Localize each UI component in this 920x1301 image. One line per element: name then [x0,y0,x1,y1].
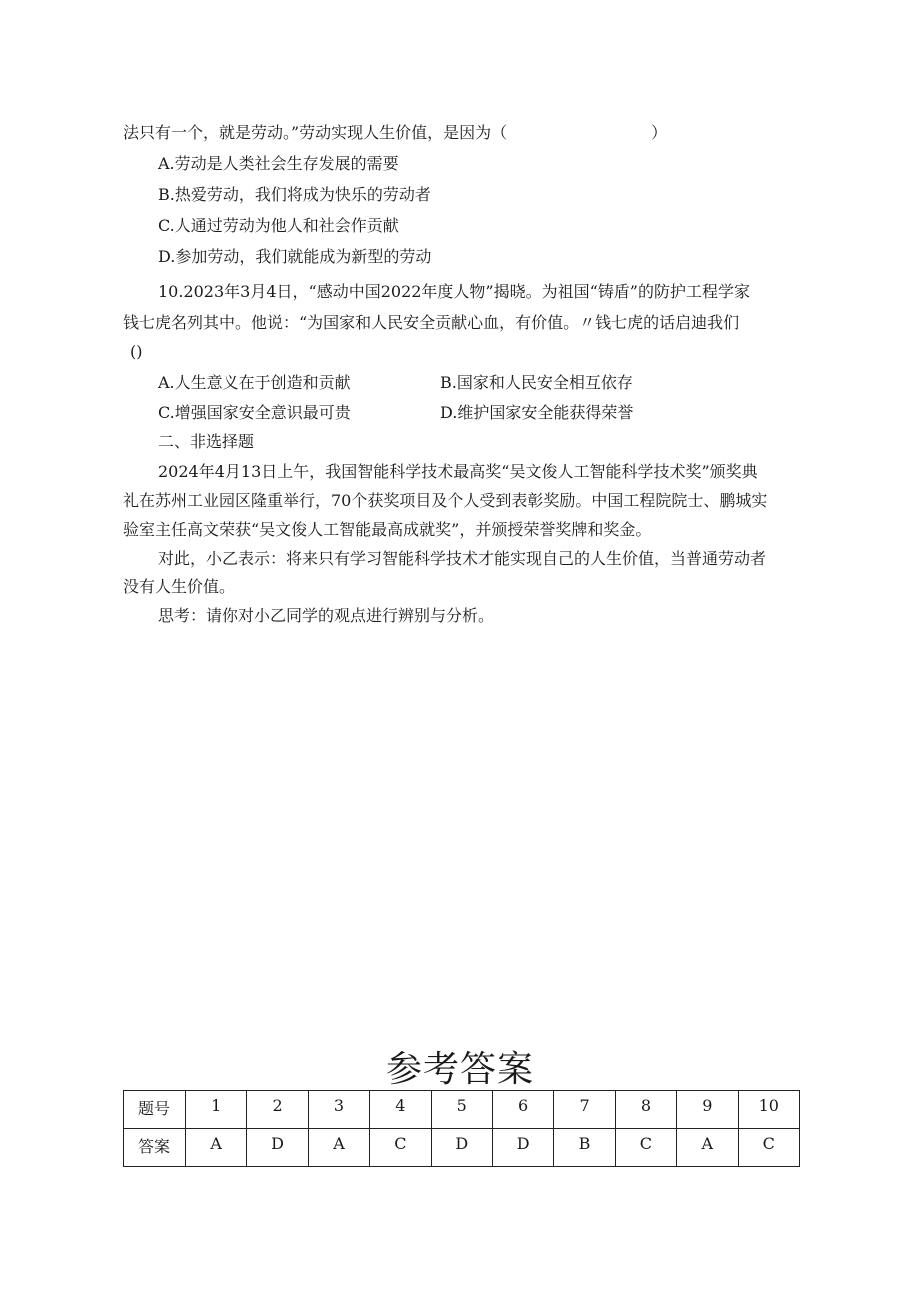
table-cell-number: 4 [370,1091,431,1129]
table-cell-answer: C [615,1129,676,1167]
think-prompt: 思考：请你对小乙同学的观点进行辨别与分析。 [158,606,495,625]
table-cell-number: 6 [492,1091,553,1129]
q9-option-b: B.热爱劳动，我们将成为快乐的劳动者 [158,185,431,204]
table-cell-number: 9 [677,1091,738,1129]
table-cell-answer: B [554,1129,615,1167]
table-cell-number: 7 [554,1091,615,1129]
table-cell-number: 1 [186,1091,247,1129]
q9-option-c: C.人通过劳动为他人和社会作贡献 [158,216,399,235]
table-cell-number: 3 [308,1091,369,1129]
table-row-label: 题号 [124,1091,186,1129]
table-row-answers [124,1129,800,1167]
q9-option-a: A.劳动是人类社会生存发展的需要 [158,154,399,173]
q9-option-d: D.参加劳动，我们就能成为新型的劳动 [158,247,432,266]
table-cell-answer: C [738,1129,799,1167]
q10-line-2: 钱七虎名列其中。他说：“为国家和人民安全贡献心血，有价值。〃钱七虎的话启迪我们 [123,313,740,332]
material-line-1: 2024年4月13日上午，我国智能科学技术最高奖“吴文俊人工智能科学技术奖”颁奖典 [158,462,758,481]
table-cell-answer: A [308,1129,369,1167]
q10-option-a: A.人生意义在于创造和贡献 [158,373,351,392]
q10-option-c: C.增强国家安全意识最可贵 [158,403,351,422]
table-cell-answer: D [247,1129,308,1167]
table-cell-answer: D [492,1129,553,1167]
table-cell-number: 10 [738,1091,799,1129]
table-cell-answer: A [677,1129,738,1167]
table-cell-answer: C [370,1129,431,1167]
material-line-3: 验室主任高文荣获“吴文俊人工智能最高成就奖”，并颁授荣誉奖牌和奖金。 [123,520,652,539]
q10-option-b: B.国家和人民安全相互依存 [440,373,633,392]
table-cell-number: 5 [431,1091,492,1129]
q10-line-1: 10.2023年3月4日，“感动中国2022年度人物”揭晓。为祖国“铸盾”的防护工程学家 [158,282,750,301]
table-cell-answer: A [186,1129,247,1167]
table-cell-answer: D [431,1129,492,1167]
section-heading: 二、非选择题 [158,432,255,451]
table-row-numbers [124,1091,800,1129]
table-row-label: 答案 [124,1129,186,1167]
opinion-line-1: 对此，小乙表示：将来只有学习智能科学技术才能实现自己的人生价值，当普通劳动者 [158,549,767,568]
table-cell-number: 8 [615,1091,676,1129]
opinion-line-2: 没有人生价值。 [123,577,236,596]
q10-option-d: D.维护国家安全能获得荣誉 [440,403,634,422]
table-cell-number: 2 [247,1091,308,1129]
material-line-2: 礼在苏州工业园区隆重举行，70个获奖项目及个人受到表彰奖励。中国工程院院士、鹏城实 [123,491,768,510]
answer-table [123,1090,800,1167]
answer-key-title: 参考答案 [385,1049,534,1090]
q9-stem-end: 法只有一个，就是劳动。”劳动实现人生价值，是因为（ ） [123,123,668,142]
q10-line-3: () [130,342,143,361]
